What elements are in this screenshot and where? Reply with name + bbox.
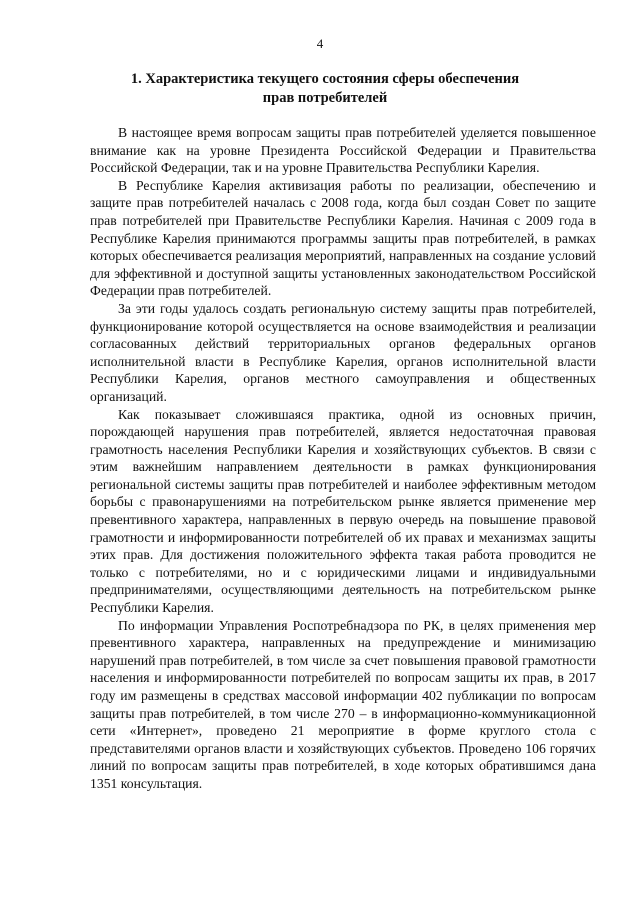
paragraph-2: В Республике Карелия активизация работы по реализации, обеспечению и защите прав потребителей началась с 2008 года, когда был создан Совет по защите прав потребителей при Правительстве Республики Карелия. Начиная с 2009 года в Республике Карелия принимаются программы защиты прав потребителей, в рамках которых обеспечивается реализация мероприятий, направленных на создание условий для эффективной и доступной защиты установленных законодательством Российской Федерации прав потребителей.: [90, 177, 596, 299]
body-text: [90, 124, 596, 793]
page-number: 4: [316, 36, 324, 51]
paragraph-5: По информации Управления Роспотребнадзора по РК, в целях применения мер превентивного характера, направленных на предупреждение и минимизацию нарушений прав потребителей, в том числе за счет повышения правовой грамотности населения и информированности потребителей по вопросам защиты их прав, в 2017 году им размещены в средствах массовой информации 402 публикации по вопросам защиты прав потребителей, в том числе 270 – в информационно-коммуникационной сети «Интернет», проведено 21 мероприятие в форме круглого стола с представителями органов власти и хозяйствующих субъектов. Проведено 106 горячих линий по вопросам защиты прав потребителей, в ходе которых обратившимся дана 1351 консультация.: [90, 617, 596, 791]
paragraph-3: За эти годы удалось создать региональную систему защиты прав потребителей, функционирование которой осуществляется на основе взаимодействия и реализации согласованных действий территориальных органов федеральных органов исполнительной власти в Республике Карелия, органов исполнительной власти Республики Карелия, органов местного самоуправления и общественных организаций.: [90, 300, 596, 404]
paragraph-4: Как показывает сложившаяся практика, одной из основных причин, порождающей нарушения прав потребителей, является недостаточная правовая грамотность населения Республики Карелия и хозяйствующих субъектов. В связи с этим важнейшим направлением деятельности в рамках функционирования региональной системы защиты прав потребителей и наиболее эффективным методом борьбы с правонарушениями на потребительском рынке является применение мер превентивного характера, направленных в первую очередь на повышение правовой грамотности и информированности потребителей об их правах и механизмах защиты этих прав. Для достижения положительного эффекта такая работа проводится не только с потребителями, но и с юридическими лицами и индивидуальными предпринимателями, осуществляющими деятельность на потребительском рынке Республики Карелия.: [90, 406, 596, 616]
paragraph-1: В настоящее время вопросам защиты прав потребителей уделяется повышенное внимание как на уровне Президента Российской Федерации и Правительства Российской Федерации, так и на уровне Правительства Республики Карелия.: [90, 125, 596, 176]
section-heading-line-2: прав потребителей: [262, 90, 388, 106]
section-heading: [110, 70, 540, 108]
section-heading-line-1: 1. Характеристика текущего состояния сферы обеспечения: [130, 71, 520, 87]
